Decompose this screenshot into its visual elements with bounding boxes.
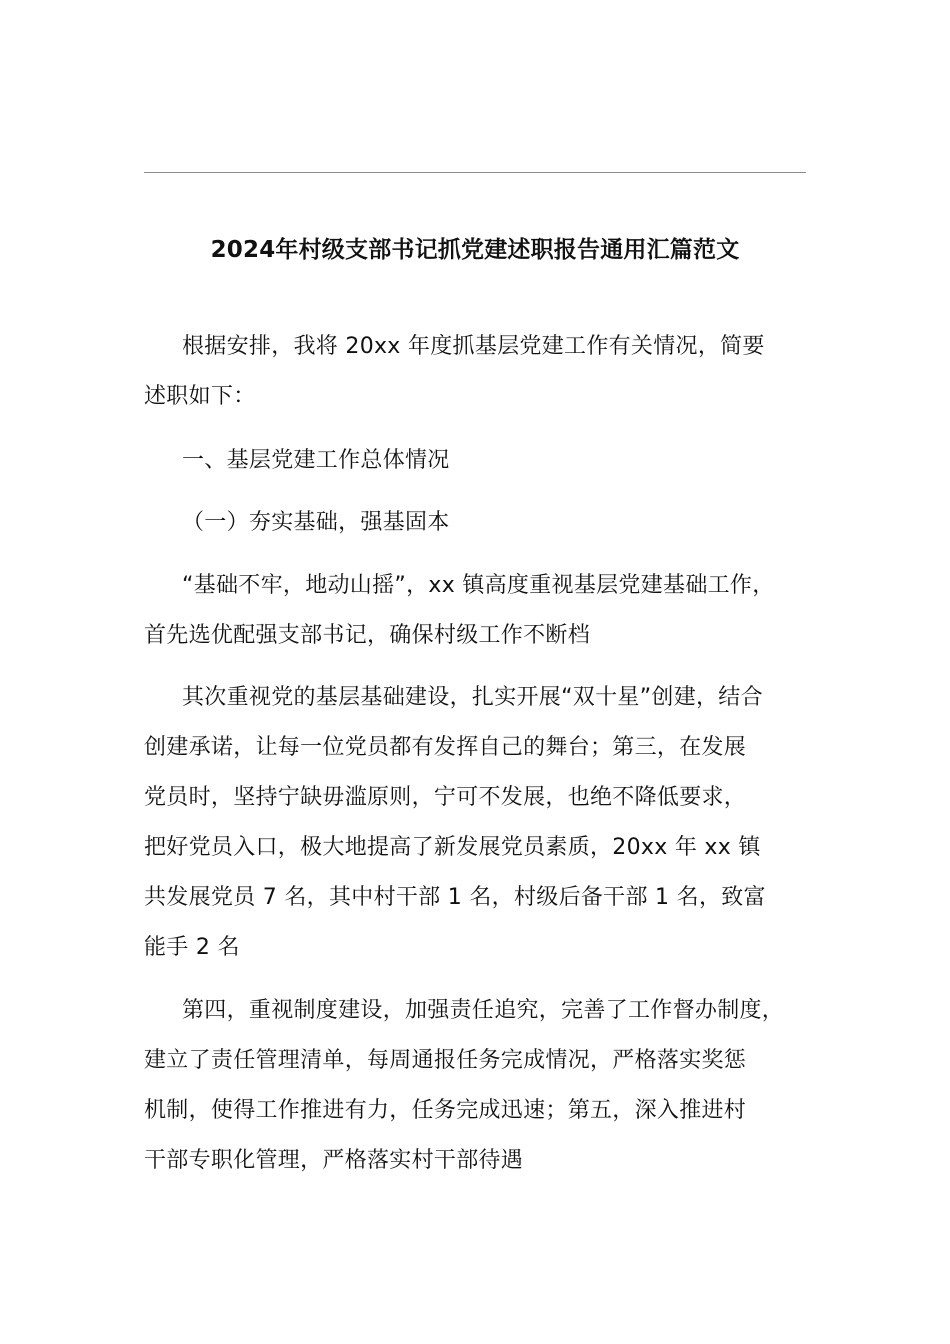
subsection-heading-1 <box>144 498 844 548</box>
document-title: 2024年村级支部书记抓党建述职报告通用汇篇范文 <box>210 237 740 263</box>
paragraph-line: 其次重视党的基层基础建设，扎实开展“双十星”创建，结合 <box>182 685 763 710</box>
paragraph-line: （一）夯实基础，强基固本 <box>182 510 450 535</box>
paragraph-intro <box>144 322 844 422</box>
paragraph-line: “基础不牢，地动山摇”，xx 镇高度重视基层党建基础工作， <box>182 573 775 598</box>
paragraph-line: 一、基层党建工作总体情况 <box>182 448 450 473</box>
paragraph-line: 共发展党员 7 名，其中村干部 1 名，村级后备干部 1 名，致富 <box>144 885 766 910</box>
paragraph-line: 把好党员入口，极大地提高了新发展党员素质，20xx 年 xx 镇 <box>144 835 761 860</box>
paragraph-system <box>144 986 844 1186</box>
paragraph-construction <box>144 673 844 973</box>
paragraph-line: 干部专职化管理，严格落实村干部待遇 <box>144 1148 524 1173</box>
paragraph-line: 创建承诺，让每一位党员都有发挥自己的舞台；第三，在发展 <box>144 735 747 760</box>
paragraph-line: 建立了责任管理清单，每周通报任务完成情况，严格落实奖惩 <box>144 1048 747 1073</box>
paragraph-line: 第四，重视制度建设，加强责任追究，完善了工作督办制度， <box>182 998 785 1023</box>
paragraph-line: 首先选优配强支部书记，确保村级工作不断档 <box>144 623 591 648</box>
paragraph-line: 根据安排，我将 20xx 年度抓基层党建工作有关情况，简要 <box>182 334 765 359</box>
paragraph-line: 机制，使得工作推进有力，任务完成迅速；第五，深入推进村 <box>144 1098 747 1123</box>
header-rule <box>144 172 806 173</box>
section-heading-1 <box>144 436 844 486</box>
paragraph-foundation <box>144 561 844 661</box>
paragraph-line: 能手 2 名 <box>144 935 240 960</box>
paragraph-line: 党员时，坚持宁缺毋滥原则，宁可不发展，也绝不降低要求， <box>144 785 747 810</box>
paragraph-line: 述职如下： <box>144 384 256 409</box>
